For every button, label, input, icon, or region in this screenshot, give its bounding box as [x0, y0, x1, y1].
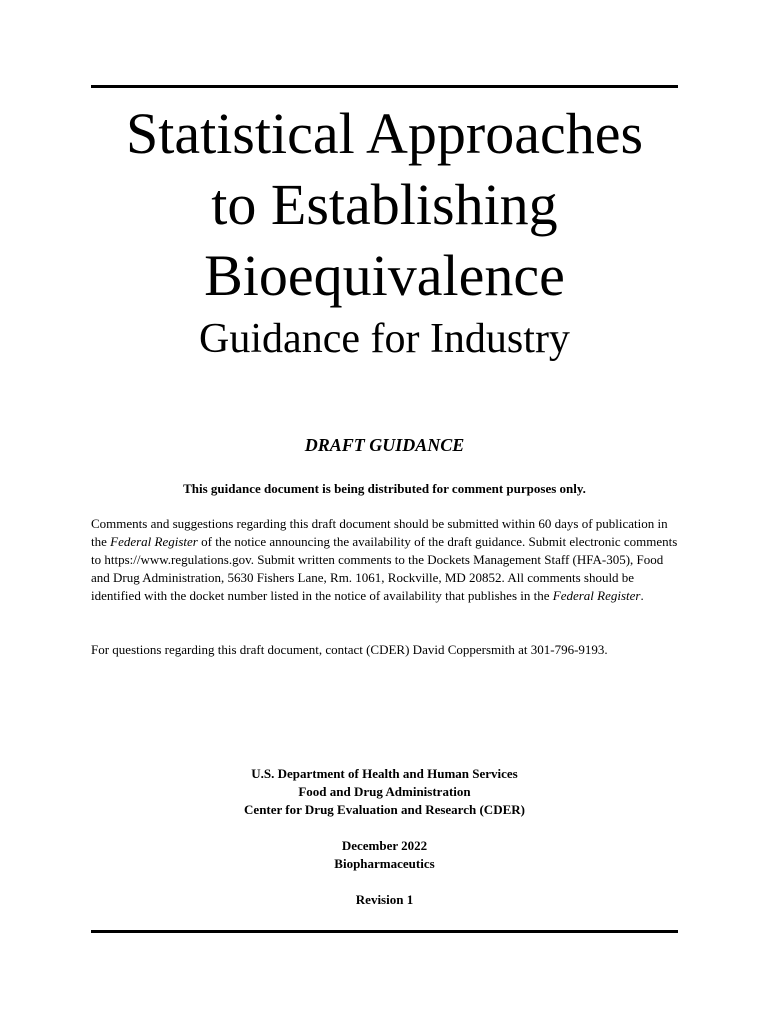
distribution-note: This guidance document is being distributed for comment purposes only.	[183, 481, 586, 496]
spacer	[91, 873, 678, 891]
title-line-2: to Establishing	[211, 172, 558, 237]
agency-block	[91, 765, 678, 909]
comments-paragraph	[91, 515, 678, 605]
bottom-rule	[91, 930, 678, 933]
comments-text-1: Comments and suggestions regarding this draft document should be submitted within 60 days of publication in the	[91, 516, 668, 549]
document-subtitle: Guidance for Industry	[199, 316, 570, 362]
title-block	[91, 98, 678, 367]
contact-paragraph: For questions regarding this draft document, contact (CDER) David Coppersmith at 301-796-9193.	[91, 642, 608, 657]
federal-register-ref-2: Federal Register	[552, 588, 641, 603]
spacer	[91, 819, 678, 837]
top-rule	[91, 85, 678, 88]
department-name: U.S. Department of Health and Human Services	[251, 766, 518, 781]
center-name: Center for Drug Evaluation and Research (CDER)	[244, 802, 525, 817]
comments-text-2: of the notice announcing the availability of the draft guidance. Submit electronic comments to https://www.regulations.gov. Submit written comments to the Dockets Management Staff (HFA-305), Food and Drug Administration, 5630 Fishers Lane, Rm. 1061, Rockville, MD 20852. All comments should be identified with the docket number listed in the notice of availability that publishes in the	[91, 534, 678, 603]
publication-date: December 2022	[341, 838, 428, 853]
document-title	[91, 98, 678, 311]
title-line-1: Statistical Approaches	[125, 101, 644, 166]
comments-text-3: .	[640, 588, 644, 603]
revision: Revision 1	[355, 892, 414, 907]
draft-guidance-label: DRAFT GUIDANCE	[304, 435, 465, 455]
federal-register-ref-1: Federal Register	[110, 534, 198, 549]
administration-name: Food and Drug Administration	[298, 784, 471, 799]
title-line-3: Bioequivalence	[204, 243, 565, 308]
category: Biopharmaceutics	[334, 856, 435, 871]
